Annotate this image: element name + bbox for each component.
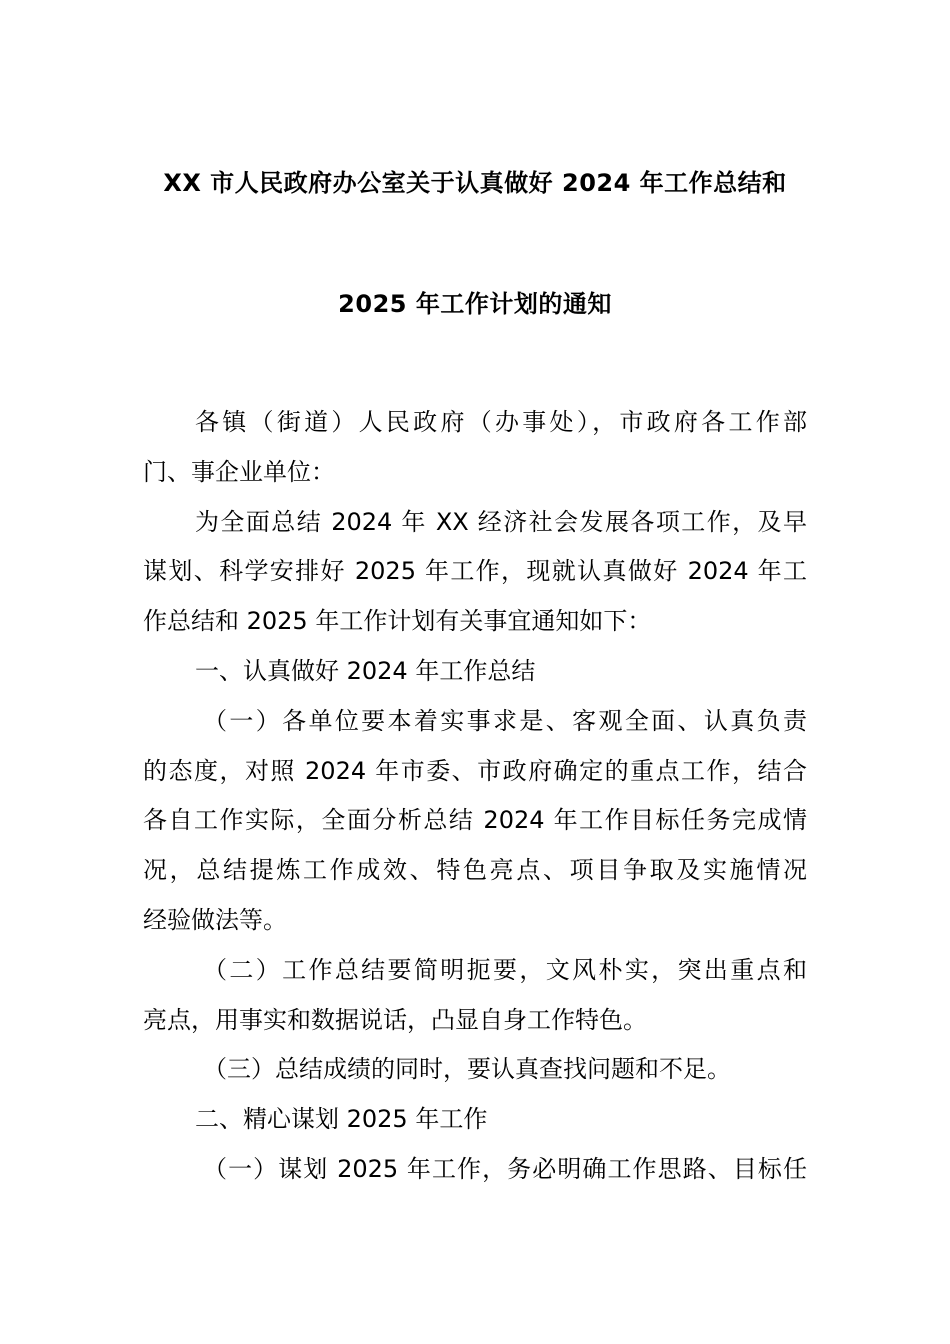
paragraph-line: 的态度，对照 2024 年市委、市政府确定的重点工作，结合 — [143, 756, 807, 785]
paragraph-line: 各自工作实际，全面分析总结 2024 年工作目标任务完成情 — [143, 806, 807, 835]
section-heading: 二、精心谋划 2025 年工作 — [195, 1105, 488, 1134]
paragraph-line: （一）谋划 2025 年工作，务必明确工作思路、目标任 — [203, 1154, 807, 1183]
paragraph-line: 亮点，用事实和数据说话，凸显自身工作特色。 — [143, 1005, 647, 1034]
salutation-line: 门、事企业单位： — [143, 457, 335, 486]
paragraph-line: （二）工作总结要简明扼要，文风朴实，突出重点和 — [203, 955, 807, 984]
paragraph-line: 作总结和 2025 年工作计划有关事宜通知如下： — [143, 607, 652, 636]
section-heading: 一、认真做好 2024 年工作总结 — [195, 656, 536, 685]
paragraph-line: 为全面总结 2024 年 XX 经济社会发展各项工作，及早 — [195, 507, 807, 536]
paragraph-line: 况，总结提炼工作成效、特色亮点、项目争取及实施情况 — [143, 856, 807, 885]
paragraph-line: （一）各单位要本着实事求是、客观全面、认真负责 — [203, 706, 807, 735]
salutation-line: 各镇（街道）人民政府（办事处），市政府各工作部 — [195, 408, 807, 436]
document-title-line-2: 2025 年工作计划的通知 — [338, 290, 612, 318]
paragraph-line: 谋划、科学安排好 2025 年工作，现就认真做好 2024 年工 — [143, 557, 807, 586]
document-title-line-1: XX 市人民政府办公室关于认真做好 2024 年工作总结和 — [163, 169, 787, 197]
document-body — [143, 398, 807, 1195]
paragraph-line: 经验做法等。 — [143, 905, 287, 934]
paragraph-line: （三）总结成绩的同时，要认真查找问题和不足。 — [203, 1055, 731, 1084]
